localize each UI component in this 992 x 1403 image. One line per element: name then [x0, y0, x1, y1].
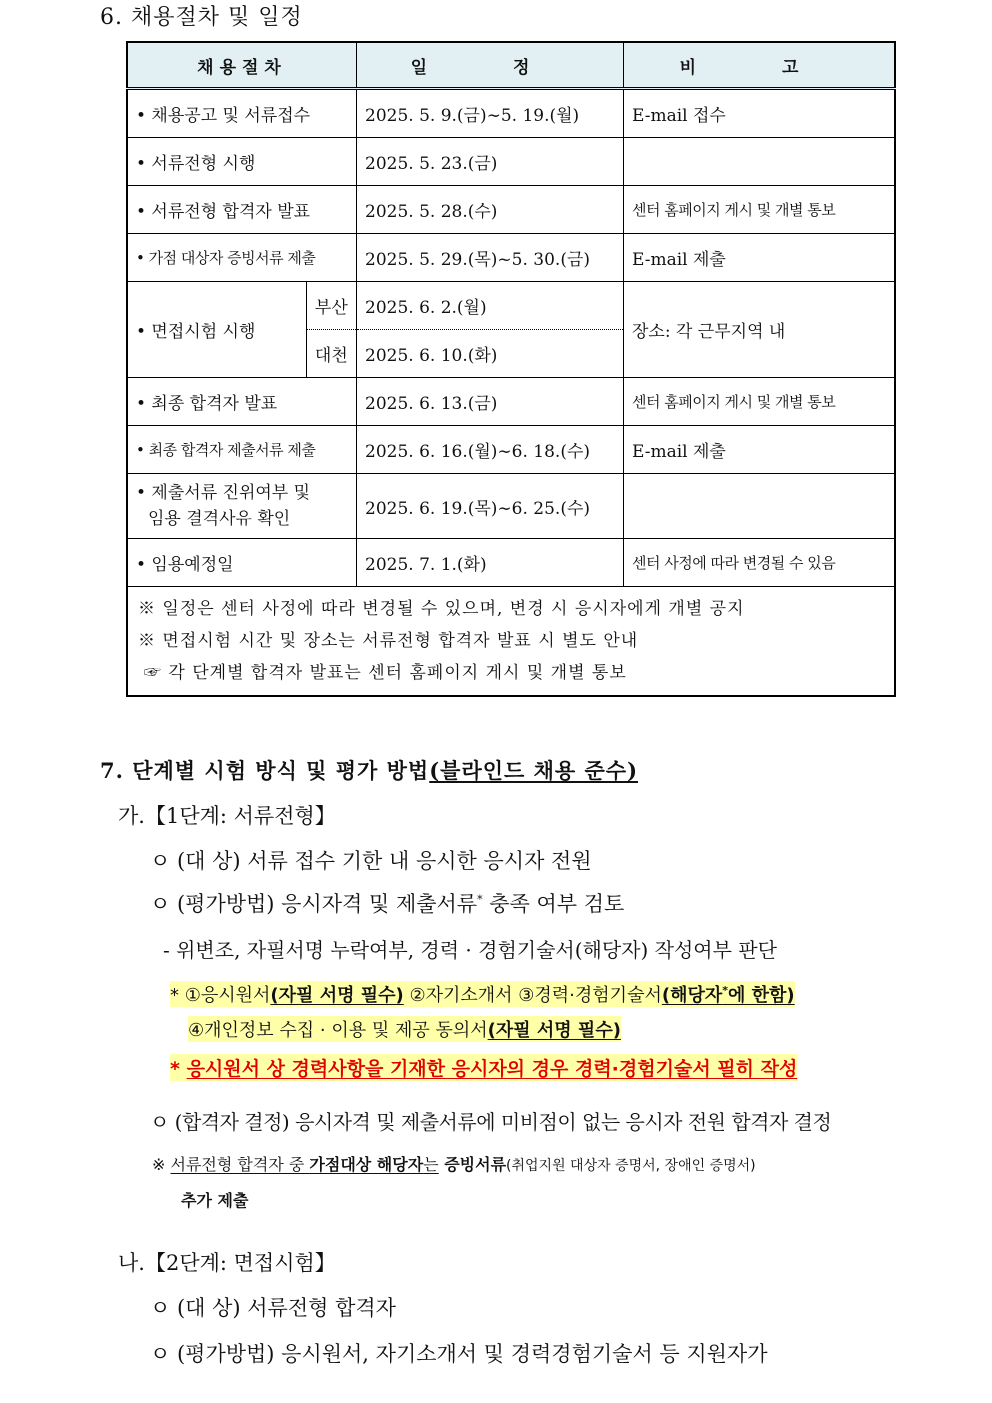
location-daecheon: 대천: [306, 330, 356, 378]
table-row: [127, 378, 895, 426]
step-cell: • 임용예정일: [127, 539, 357, 587]
date-cell: 2025. 6. 10.(화): [357, 330, 624, 378]
table-row-interview-busan: [127, 282, 895, 330]
ref-mark: ※: [152, 1155, 171, 1174]
stage2-heading: 나.【2단계: 면접시험】: [118, 1251, 336, 1275]
header-date: 일 정: [357, 42, 624, 89]
ref-detail: (취업지원 대상자 증명서, 장애인 증명서): [506, 1158, 756, 1174]
stage2-target: ㅇ (대 상) 서류전형 합격자: [150, 1296, 396, 1320]
date-cell: 2025. 6. 19.(목)∼6. 25.(수): [357, 474, 624, 539]
step-line-2: 임용 결격사유 확인: [148, 509, 291, 529]
docs-line-1: [170, 981, 795, 1007]
table-row: [127, 138, 895, 186]
ref-bold: 증빙서류: [438, 1155, 507, 1174]
step-cell: • 면접시험 시행: [127, 282, 306, 378]
table-row: [127, 186, 895, 234]
header-step: 채용절차: [127, 42, 357, 89]
date-cell: 2025. 5. 23.(금): [357, 138, 624, 186]
stage2-method: ㅇ (평가방법) 응시원서, 자기소개서 및 경력경험기술서 등 지원자가: [150, 1342, 768, 1366]
date-cell: 2025. 7. 1.(화): [357, 539, 624, 587]
section-7-title: [100, 755, 638, 785]
note-cell: E-mail 제출: [624, 234, 896, 282]
step-cell: • 서류전형 합격자 발표: [127, 186, 357, 234]
table-notes-row: [127, 587, 895, 697]
step-cell: • 가점 대상자 증빙서류 제출: [127, 234, 357, 282]
date-cell: 2025. 6. 16.(월)∼6. 18.(수): [357, 426, 624, 474]
note-line: ※ 면접시험 시간 및 장소는 서류전형 합격자 발표 시 별도 안내: [138, 631, 639, 651]
ref-text: 서류전형 합격자 중: [170, 1155, 310, 1174]
signature-required: (자필 서명 필수): [487, 1020, 621, 1041]
section-7-title-main: 7. 단계별 시험 방식 및 평가 방법: [100, 758, 430, 783]
notes-cell: [127, 587, 895, 697]
ref-text: 는: [423, 1155, 439, 1174]
note-cell: [624, 138, 896, 186]
table-row: [127, 89, 895, 138]
table-row: [127, 426, 895, 474]
note-cell: 센터 홈페이지 게시 및 개별 통보: [624, 378, 896, 426]
step-cell: • 최종 합격자 발표: [127, 378, 357, 426]
note-line: ☞ 각 단계별 합격자 발표는 센터 홈페이지 게시 및 개별 통보: [144, 663, 627, 683]
schedule-table: [126, 41, 896, 697]
note-line: ※ 일정은 센터 사정에 따라 변경될 수 있으며, 변경 시 응시자에게 개별 공지: [138, 599, 745, 619]
docs-text: ②자기소개서 ③경력·경험기술서: [403, 985, 662, 1006]
applicable-text: 에 한함): [728, 985, 795, 1006]
note-cell: E-mail 접수: [624, 89, 896, 138]
method-text: 충족 여부 검토: [482, 892, 625, 916]
section-7-title-underlined: (블라인드 채용 준수): [429, 758, 639, 783]
table-header-row: [127, 42, 895, 89]
date-cell: 2025. 5. 9.(금)∼5. 19.(월): [357, 89, 624, 138]
note-cell: 센터 홈페이지 게시 및 개별 통보: [624, 186, 896, 234]
stage1-method: [150, 888, 624, 918]
header-note: 비 고: [624, 42, 896, 89]
asterisk: *: [170, 1058, 187, 1080]
table-row: [127, 234, 895, 282]
date-cell: 2025. 5. 29.(목)~5. 30.(금): [357, 234, 624, 282]
applicable-only: [662, 985, 795, 1006]
note-cell: 센터 사정에 따라 변경될 수 있음: [624, 539, 896, 587]
ref-underlined: [171, 1155, 439, 1174]
stage1-decision: ㅇ (합격자 결정) 응시자격 및 제출서류에 미비점이 없는 응시자 전원 합격자 결정: [150, 1110, 832, 1134]
date-cell: 2025. 6. 2.(월): [357, 282, 624, 330]
docs-text: * ①응시원서: [170, 985, 271, 1006]
step-line-1: • 제출서류 진위여부 및: [136, 483, 311, 503]
table-row: [127, 539, 895, 587]
stage1-heading: 가.【1단계: 서류전형】: [118, 804, 336, 828]
step-cell: • 채용공고 및 서류접수: [127, 89, 357, 138]
applicable-text: (해당자: [661, 985, 723, 1006]
footnote-mark: *: [477, 893, 483, 906]
table-row: [127, 474, 895, 539]
stage1-target: ㅇ (대 상) 서류 접수 기한 내 응시한 응시자 전원: [150, 849, 592, 873]
location-busan: 부산: [306, 282, 356, 330]
date-cell: 2025. 6. 13.(금): [357, 378, 624, 426]
stage1-reference: [152, 1152, 756, 1175]
note-cell: E-mail 제출: [624, 426, 896, 474]
method-text: ㅇ (평가방법) 응시자격 및 제출서류: [150, 892, 478, 916]
signature-required: (자필 서명 필수): [270, 985, 404, 1006]
docs-line-2: [188, 1016, 621, 1042]
section-6-title: 6. 채용절차 및 일정: [100, 5, 303, 30]
career-note-text: 응시원서 상 경력사항을 기재한 응시자의 경우 경력·경험기술서 필히 작성: [186, 1058, 798, 1080]
step-cell: [127, 474, 357, 539]
career-note: [170, 1054, 797, 1081]
ref-bold: 가점대상 해당자: [309, 1155, 424, 1174]
docs-text: ④개인정보 수집 · 이용 및 제공 동의서: [188, 1020, 488, 1041]
stage1-dash: - 위변조, 자필서명 누락여부, 경력 · 경험기술서(해당자) 작성여부 판단: [163, 938, 777, 962]
date-cell: 2025. 5. 28.(수): [357, 186, 624, 234]
step-cell: • 최종 합격자 제출서류 제출: [127, 426, 357, 474]
stage1-reference-cont: 추가 제출: [181, 1191, 249, 1210]
footnote-mark: *: [722, 984, 728, 997]
note-cell: [624, 474, 896, 539]
note-cell: 장소: 각 근무지역 내: [624, 282, 896, 378]
step-cell: • 서류전형 시행: [127, 138, 357, 186]
